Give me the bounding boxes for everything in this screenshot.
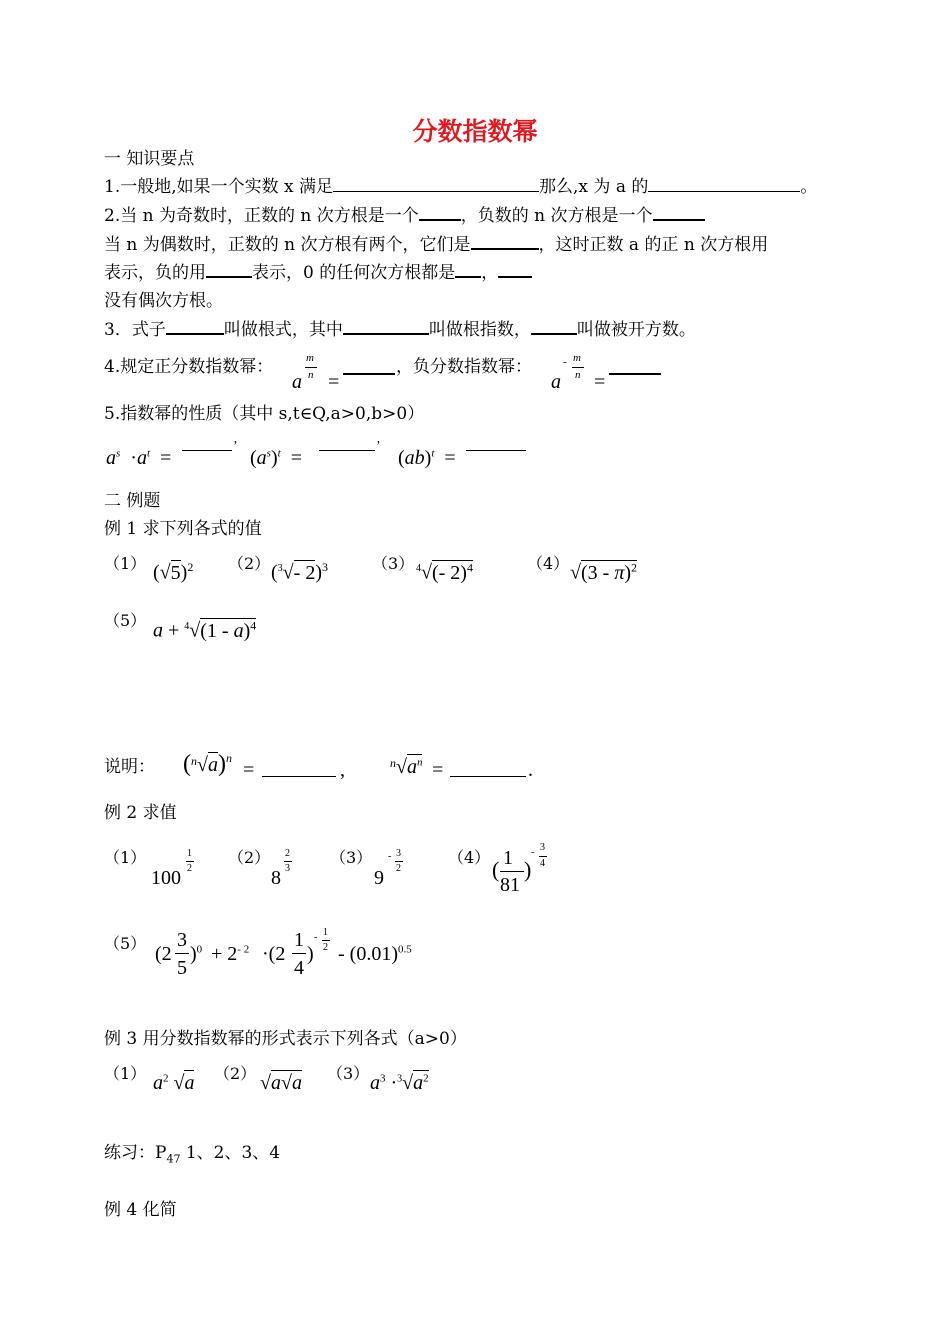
blank bbox=[455, 259, 481, 278]
example-2-heading: 例 2 求值 bbox=[104, 803, 177, 823]
blank bbox=[498, 259, 532, 278]
item-4: 4.规定正分数指数幂： bbox=[104, 357, 274, 377]
blank bbox=[653, 202, 705, 221]
example-1-heading: 例 1 求下列各式的值 bbox=[104, 519, 262, 539]
ex1-item-5: a + $^4$√(1 - a)$^4$ bbox=[153, 618, 257, 642]
page-title: 分数指数幂 bbox=[412, 117, 538, 146]
blank bbox=[471, 231, 539, 250]
item-5: 5.指数幂的性质（其中 s,t∈Q,a>0,b>0） bbox=[104, 404, 425, 424]
section-heading-knowledge: 一 知识要点 bbox=[104, 149, 195, 169]
ex1-item-2: ($^3$√- 2)$^3$ bbox=[271, 560, 328, 584]
ex1-item-3: $^4$√(- 2)$^4$ bbox=[416, 560, 473, 584]
ex1-item-4: √(3 - π)$^2$ bbox=[570, 560, 638, 584]
note-formula-1: $(^n√a)^n$ bbox=[183, 751, 232, 777]
blank bbox=[333, 174, 539, 192]
section-heading-examples: 二 例题 bbox=[104, 491, 161, 511]
ex1-item-1: $(√5)^2$ bbox=[153, 560, 194, 584]
example-4-heading: 例 4 化简 bbox=[104, 1200, 177, 1220]
blank bbox=[531, 316, 577, 335]
practice: 练习：$P_{47}$ 1、2、3、4 bbox=[104, 1143, 281, 1166]
note-formula-2: $^n√a^n$ bbox=[390, 756, 423, 778]
blank bbox=[343, 373, 395, 375]
ex3-item-1: $a^2$ √a bbox=[153, 1072, 195, 1094]
blank bbox=[262, 776, 336, 777]
blank bbox=[419, 202, 461, 221]
item-2: 2.当 n 为奇数时，正数的 n 次方根是一个 ，负数的 n 次方根是一个 bbox=[104, 202, 705, 230]
example-3-heading: 例 3 用分数指数幂的形式表示下列各式（a>0） bbox=[104, 1029, 467, 1049]
item-1: 1.一般地,如果一个实数 x 满足 那么,x 为 a 的 。 bbox=[104, 173, 817, 201]
item-2-even: 当 n 为偶数时，正数的 n 次方根有两个，它们是 ，这时正数 a 的正 n 次方根用 bbox=[104, 231, 768, 259]
formula-positive-fraction-exponent: a bbox=[292, 371, 302, 393]
formula-exponent-properties: $a^s \cdot a^t$ = bbox=[106, 447, 172, 469]
ex2-item-4: ( bbox=[492, 857, 500, 882]
ex2-item-1: 100 bbox=[151, 867, 181, 889]
item-2-tail: 没有偶次方根。 bbox=[104, 291, 223, 311]
blank bbox=[206, 259, 252, 278]
ex2-item-3: 9 bbox=[374, 867, 384, 889]
blank bbox=[609, 373, 661, 375]
ex2-item-2: 8 bbox=[271, 867, 281, 889]
ex3-item-3: $a^3 \cdot^3√a^2$ bbox=[370, 1072, 429, 1094]
item-2-even-cont: 表示，负的用 表示，0 的任何次方根都是 ， bbox=[104, 259, 532, 287]
blank bbox=[648, 174, 800, 192]
ex3-item-2: √a√a bbox=[260, 1072, 302, 1094]
blank bbox=[466, 450, 526, 451]
blank bbox=[319, 450, 375, 451]
blank bbox=[343, 316, 429, 335]
blank bbox=[182, 450, 232, 451]
item-3: 3．式子 叫做根式，其中 叫做根指数， 叫做被开方数。 bbox=[104, 316, 696, 344]
note-label: 说明： bbox=[104, 757, 155, 777]
ex2-item-5: (2 bbox=[155, 943, 172, 965]
blank bbox=[166, 316, 224, 335]
blank bbox=[450, 776, 526, 777]
